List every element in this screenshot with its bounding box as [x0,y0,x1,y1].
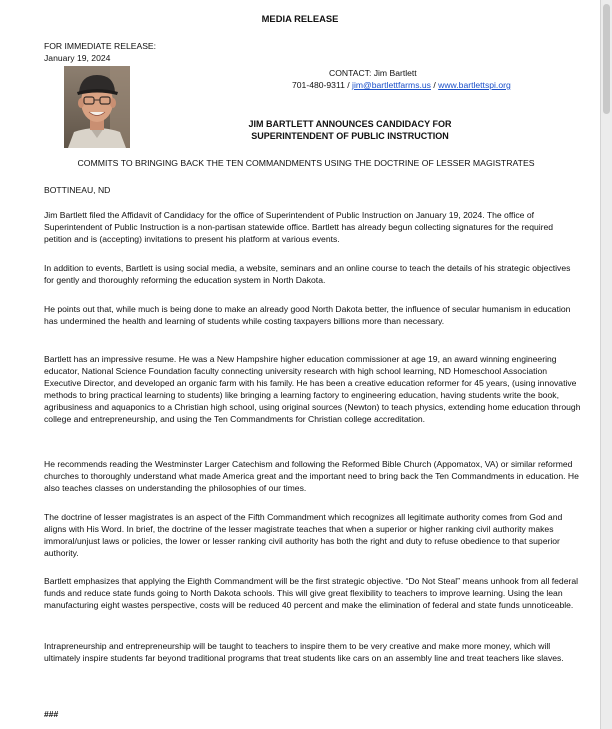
contact-details [292,79,511,91]
candidate-photo [64,66,130,148]
contact-phone: 701-480-9311 / [292,80,350,90]
dateline: BOTTINEAU, ND [44,185,111,195]
body-paragraph: He points out that, while much is being done to make an already good North Dakota better, the influence of secular humanism in education has undermined the health and learning of students while costing taxpayers billions more than necessary. [44,304,571,326]
body-paragraph: The doctrine of lesser magistrates is an aspect of the Fifth Commandment which recognizes all legitimate authority comes from God and aligns with His Word. In brief, the doctrine of the lesser magistrate teaches that when a superior or higher ranking civil authority makes immoral/unjust laws or policies, the lower or lesser ranking civil authority has both the right and duty to refuse obedience to that superior authority. [44,512,563,558]
portrait-photo-icon [64,66,130,148]
body-paragraph: Bartlett has an impressive resume. He was a New Hampshire higher education commissioner at age 19, an award winning engineering educator, National Science Foundation faculty connecting university research with high school learning, ND Homeschool Association Executive Director, and developed an organic farm with his family. He has been a creative education reformer for 45 years, (using innovative methods to bring practical learning to students) like bringing a learning factory to engineering education, having students write the book, agribusiness and aquaponics to a Christian high school, using original sources (Newton) to teach physics, extending home education through college and entrepreneurship, and using the Ten Commandments for Christian college accreditation. [44,354,581,424]
contact-separator: / [433,80,436,90]
contact-email-link[interactable]: jim@bartlettfarms.us [352,80,431,90]
body-paragraph: He recommends reading the Westminster Larger Catechism and following the Reformed Bible Church (Appomatox, VA) or similar reformed churches to thoroughly understand what made America great and the important need to bring back the Ten Commandments in education. He also teaches classes on understanding the philosophies of our times. [44,459,579,493]
body-paragraph: Jim Bartlett filed the Affidavit of Candidacy for the office of Superintendent of Public Instruction on January 19, 2024. The office of Superintendent of Public Instruction is a non-partisan statewide office. Bartlett has already begun collecting signatures for the required petition and is (accepting) invitations to present his platform at various events. [44,210,554,244]
headline-line-2: SUPERINTENDENT OF PUBLIC INSTRUCTION [251,131,449,141]
headline-line-1: JIM BARTLETT ANNOUNCES CANDIDACY FOR [248,119,452,129]
subheadline: COMMITS TO BRINGING BACK THE TEN COMMANDMENTS USING THE DOCTRINE OF LESSER MAGISTRATES [77,158,535,168]
body-paragraph: Bartlett emphasizes that applying the Eighth Commandment will be the first strategic objective. “Do Not Steal” means unhook from all federal funds and reduce state funds going to North Dakota schools. This will give great flexibility to teachers to improve learning. Using the lean manufacturing eight wastes perspective, costs will be reduced 40 percent and make the elimination of federal and state funds unnoticeable. [44,576,579,610]
page-title: MEDIA RELEASE [261,13,339,24]
release-date: January 19, 2024 [44,53,111,63]
scrollbar-thumb[interactable] [603,4,610,114]
body-paragraph: Intrapreneurship and entrepreneurship will be taught to teachers to inspire them to be very creative and make more money, which will ultimately inspire students far beyond traditional programs that treat students like cars on an assembly line and treat teachers like slaves. [44,641,564,663]
contact-label: CONTACT: Jim Bartlett [329,68,417,78]
body-paragraph: In addition to events, Bartlett is using social media, a website, seminars and an online course to teach the details of his strategic objectives for gently and thoroughly reforming the education system in North Dakota. [44,263,571,285]
release-label: FOR IMMEDIATE RELEASE: [44,41,157,51]
vertical-scrollbar[interactable] [601,0,612,729]
end-mark: ### [44,709,59,719]
website-link[interactable]: www.bartlettspi.org [438,80,511,90]
headline [150,118,550,142]
